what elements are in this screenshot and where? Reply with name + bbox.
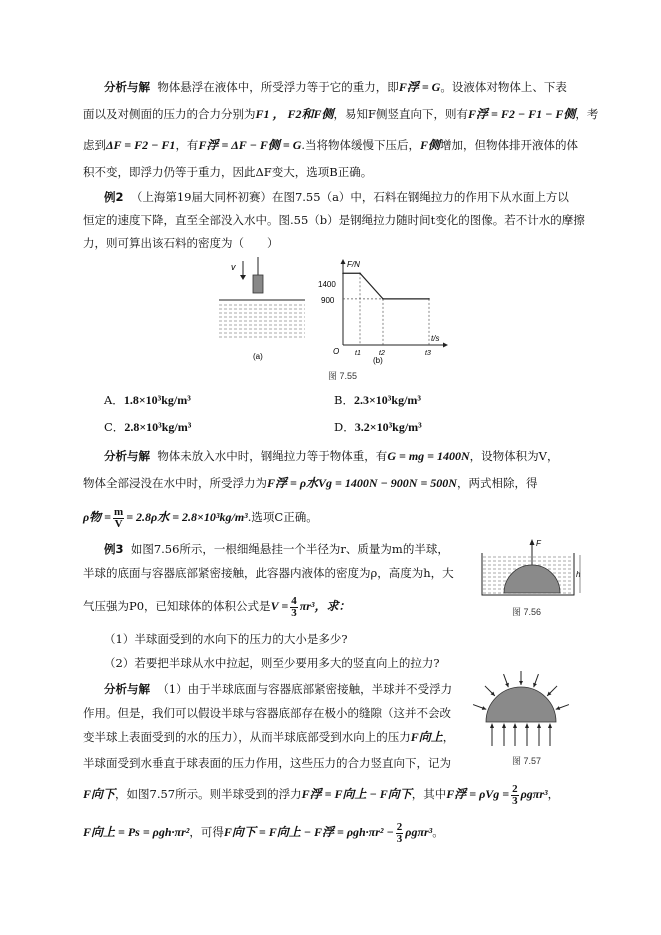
- rope-arrowhead: [530, 539, 535, 545]
- example-2-line-3: 力，则可算出该石料的密度为（ ）: [83, 236, 279, 250]
- example-2-line-1: 例2 （上海第19届大同杯初赛）在图7.55（a）中，石料在钢绳拉力的作用下从水面上方以: [104, 190, 569, 204]
- data-point-2: [382, 298, 384, 300]
- analysis-paragraph-1-line-2: 面以及对侧面的压力的合力分别为F1 ， F2和F侧，易知F侧竖直向下，则有F浮 = F2 − F1 − F侧，考: [83, 107, 599, 121]
- analysis-paragraph-3-line-2: 作用。但是，我们可以假设半球与容器底部存在极小的缝隙（这并不会改: [83, 706, 451, 720]
- example-2-line-2: 恒定的速度下降，直至全部没入水中。图.55（b）是钢绳拉力随时间t变化的图像。若不计水的摩擦: [83, 213, 585, 227]
- data-point-3: [428, 298, 430, 300]
- figure-7-55-a: [215, 255, 307, 365]
- figure-7-57: [462, 670, 580, 748]
- fraction-2-over-3-b: $\frac{2}{3}$: [396, 820, 403, 845]
- fraction-m-over-v: $\frac{m}{V}$: [114, 505, 124, 530]
- example-3-line-3: 气压强为P0，已知球体的体积公式是V = $\frac{4}{3}$ πr³，求：: [83, 594, 351, 619]
- fraction-4-over-3: $\frac{4}{3}$: [291, 594, 297, 619]
- x-tick-t1: t1: [355, 350, 361, 357]
- option-b: B．2.3×10³kg/m³: [334, 393, 421, 407]
- figure-7-55-caption: 图 7.55: [328, 371, 358, 381]
- up-pressure-head-3: [525, 723, 529, 728]
- option-d: D．3.2×10³kg/m³: [334, 420, 422, 434]
- hemisphere-pressure: [486, 687, 556, 722]
- y-tick-1400: 1400: [318, 280, 336, 289]
- chart-marks: [342, 272, 430, 345]
- analysis-paragraph-1-line-3: 虑到ΔF = F2 − F1，有F浮 = ΔF − F侧 = G.当将物体缓慢下压后，F侧增加，但物体排开液体的体: [83, 138, 579, 152]
- origin-label: O: [333, 347, 340, 356]
- data-point-0: [342, 272, 344, 274]
- height-label: h: [576, 570, 581, 579]
- x-tick-t2: t2: [379, 350, 385, 357]
- option-c: C．2.8×10³kg/m³: [104, 420, 192, 434]
- question-1: （1）半球面受到的水向下的压力的大小是多少?: [104, 632, 348, 646]
- x-axis-arrowhead: [443, 343, 448, 348]
- y-axis-arrowhead: [341, 259, 346, 264]
- analysis-paragraph-3-line-3: 变半球上表面受到的水的压力），从而半球底部受到水向上的压力F向上，: [83, 730, 455, 744]
- analysis-paragraph-1-line-1: 分析与解 物体悬浮在液体中，所受浮力等于它的重力，即F浮 = G。设液体对物体上、下表: [104, 80, 567, 94]
- water-hatching: [219, 305, 305, 337]
- analysis-paragraph-3-line-6: F向上 = Ps = ρgh·πr²，可得F向下 = F向上 − F浮 = ρgh·πr² − $\frac{2}{3}$ ρgπr³。: [83, 820, 444, 845]
- up-pressure-head-2: [513, 723, 517, 728]
- velocity-arrowhead: [240, 275, 246, 280]
- velocity-label: v: [231, 262, 236, 272]
- question-2: （2）若要把半球从水中拉起，则至少要用多大的竖直向上的拉力?: [104, 656, 440, 670]
- force-series-line: [343, 273, 429, 299]
- fraction-2-over-3-a: $\frac{2}{3}$: [512, 782, 518, 807]
- figure-7-56: [476, 535, 586, 600]
- subfigure-b-label: (b): [373, 356, 383, 365]
- force-label: F: [536, 539, 541, 548]
- up-pressure-head-0: [490, 723, 494, 728]
- analysis-paragraph-3-line-4: 半球面受到水垂直于球表面的压力作用，这些压力的合力竖直向下，记为: [83, 756, 451, 770]
- figure-7-57-caption: 图 7.57: [512, 756, 542, 766]
- up-pressure-head-4: [537, 723, 541, 728]
- y-axis-label: F/N: [347, 260, 360, 269]
- subfigure-a-label: (a): [253, 352, 263, 361]
- figure-7-55-b-chart: [315, 255, 450, 365]
- analysis-paragraph-1-line-4: 积不变，即浮力仍等于重力，因此ΔF变大，选项B正确。: [83, 165, 373, 179]
- stone-block: [253, 275, 263, 293]
- analysis-paragraph-2-line-3: ρ物 = $\frac{m}{V}$ = 2.8ρ水 = 2.8×10³kg/m³.选项C正确。: [83, 505, 318, 530]
- up-pressure-head-1: [502, 723, 506, 728]
- down-pressure-head-3: [519, 681, 523, 685]
- example-3-line-2: 半球的底面与容器底部紧密接触，此容器内液体的密度为ρ，高度为h，大: [83, 566, 454, 580]
- analysis-paragraph-3-line-1: 分析与解 （1）由于半球底面与容器底部紧密接触，半球并不受浮力: [104, 682, 453, 696]
- y-tick-900: 900: [321, 296, 335, 305]
- hemisphere: [504, 565, 560, 593]
- data-point-1: [359, 272, 361, 274]
- x-axis-label: t/s: [431, 334, 440, 343]
- analysis-paragraph-2-line-1: 分析与解 物体未放入水中时，钢绳拉力等于物体重，有G = mg = 1400N，设物体积为V，: [104, 449, 559, 463]
- option-a: A．1.8×10³kg/m³: [104, 393, 191, 407]
- up-pressure-head-5: [548, 723, 552, 728]
- example-3-line-1: 例3 如图7.56所示，一根细绳悬挂一个半径为r、质量为m的半球，: [104, 542, 449, 556]
- figure-7-56-caption: 图 7.56: [512, 607, 542, 617]
- analysis-paragraph-2-line-2: 物体全部浸没在水中时，所受浮力为F浮 = ρ水Vg = 1400N − 900N = 500N，两式相除，得: [83, 476, 538, 490]
- analysis-paragraph-3-line-5: F向下，如图7.57所示。则半球受到的浮力F浮 = F向上 − F向下，其中F浮 = ρVg = $\frac{2}{3}$ ρgπr³，: [83, 782, 560, 807]
- x-tick-t3: t3: [425, 350, 431, 357]
